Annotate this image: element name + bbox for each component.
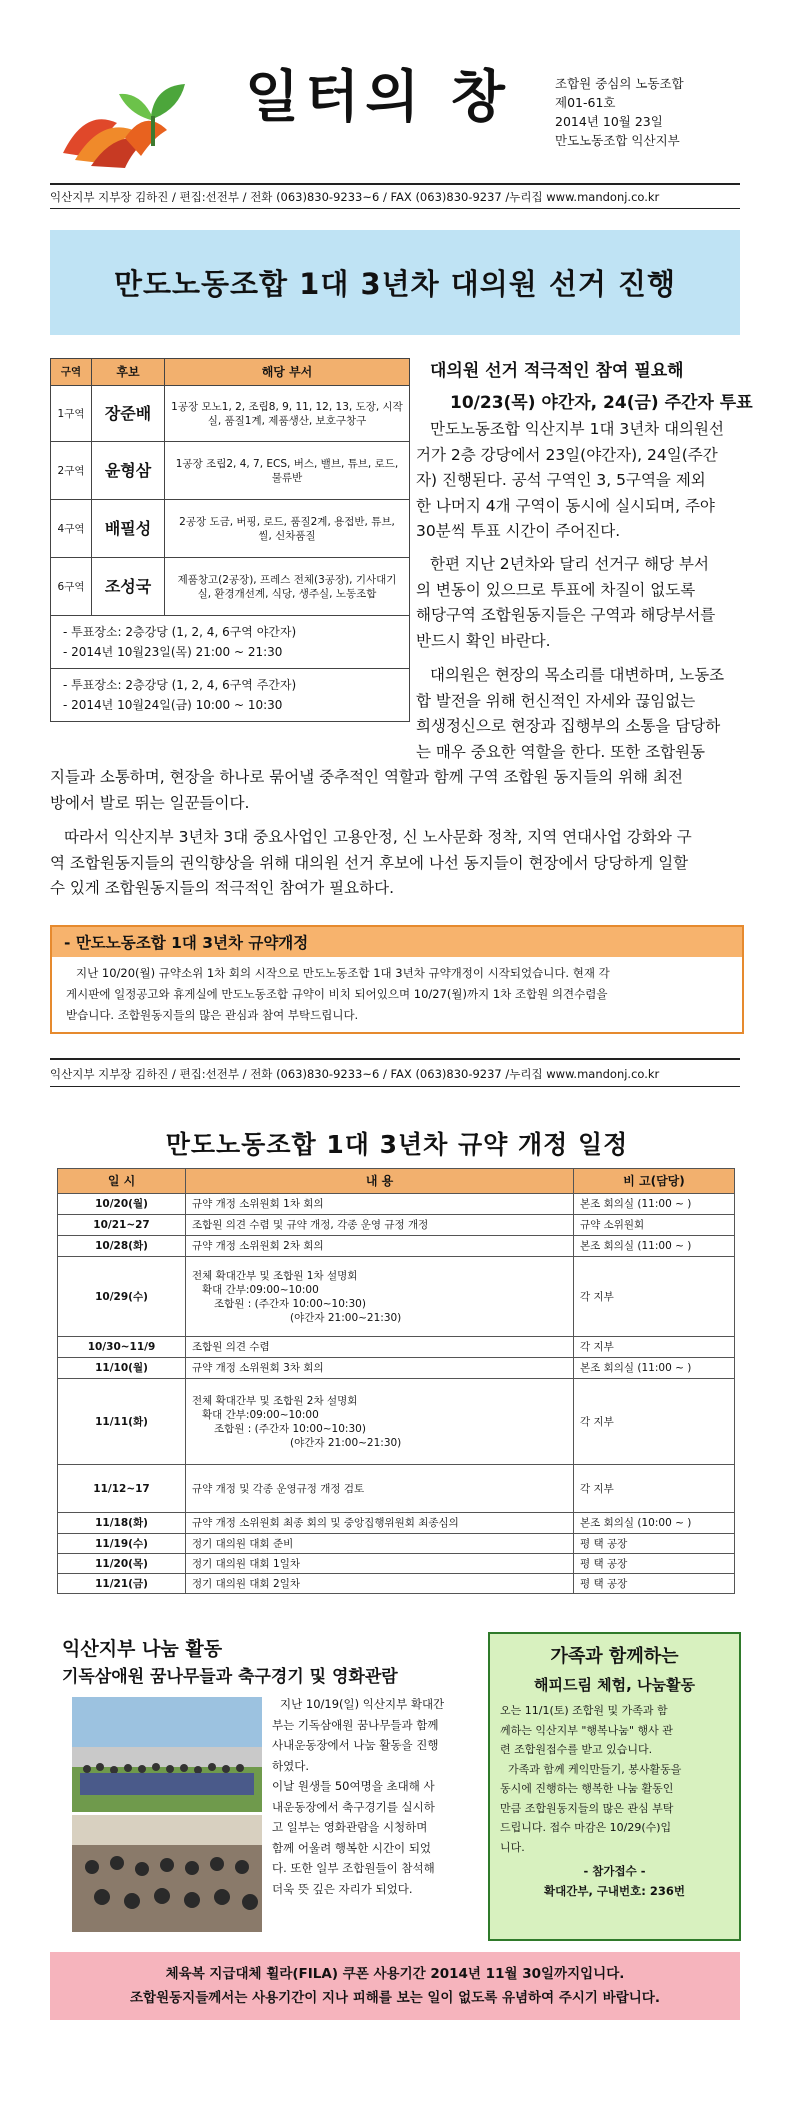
table-header: 비 고(담당) (574, 1169, 735, 1194)
zone-cell: 4구역 (51, 500, 92, 558)
text-line: 역 조합원동지들의 권익향상을 위해 대의원 선거 후보에 나선 동지들이 현장에서 당당하게 일할 (50, 853, 689, 872)
masthead-info-line: 조합원 중심의 노동조합 (555, 76, 684, 91)
date-cell: 11/19(수) (58, 1534, 186, 1554)
dept-list: 제품창고(2공장), 프레스 전체(3공장), 기사대기실, 환경개선계, 식당, 생주실, 노동조합 (165, 558, 410, 616)
text-line: 이날 원생들 50여명을 초대해 사 (272, 1779, 435, 1793)
content-cell (186, 1236, 574, 1257)
text-line: 30분씩 투표 시간이 주어진다. (416, 522, 621, 540)
table-header: 후보 (92, 359, 165, 386)
table-row (58, 1513, 735, 1534)
vote-line: - 2014년 10월23일(목) 21:00 ~ 21:30 (63, 645, 283, 659)
schedule-title: 만도노동조합 1대 3년차 규약 개정 일정 (165, 1130, 629, 1159)
text-line: 게시판에 일정공고와 휴게실에 만도노동조합 규약이 비치 되어있으며 10/27(월)까지 1차 조합원 의견수렴을 (66, 987, 608, 1001)
candidate-name: 윤형삼 (92, 442, 165, 500)
header-rule (50, 183, 740, 185)
text-line: 의 변동이 있으므로 투표에 차질이 없도록 (416, 580, 696, 599)
newsletter-title: 일터의 창 (245, 65, 511, 130)
text-line: 따라서 익산지부 3년차 3대 중요사업인 고용안정, 신 노사문화 정착, 지역 연대사업 강화와 구 (64, 828, 692, 846)
text-line: 하였다. (272, 1758, 309, 1773)
notice-title: - 만도노동조합 1대 3년차 규약개정 (52, 927, 742, 957)
candidate-name: 배필성 (92, 500, 165, 558)
text-line: 련 조합원접수를 받고 있습니다. (500, 1743, 653, 1756)
text-line: 니다. (500, 1840, 525, 1854)
content-line: 조합원 : (주간자 10:00~10:30) (214, 1297, 366, 1310)
text-line: 받습니다. 조합원동지들의 많은 관심과 참여 부탁드립니다. (66, 1008, 359, 1022)
content-line: 정기 대의원 대회 2일차 (192, 1577, 300, 1590)
table-row (58, 1379, 735, 1465)
fila-coupon-notice (50, 1952, 740, 2020)
text-line: 한편 지난 2년차와 달리 선거구 해당 부서 (430, 555, 709, 573)
text-line: 드립니다. 접수 마감은 10/29(수)입 (500, 1821, 672, 1834)
vote-line: - 투표장소: 2층강당 (1, 2, 4, 6구역 야간자) (63, 625, 297, 639)
vote-line: - 투표장소: 2층강당 (1, 2, 4, 6구역 주간자) (63, 678, 297, 692)
table-row (58, 1465, 735, 1513)
family-subtitle: 해피드림 체험, 나눔활동 (533, 1676, 696, 1694)
table-row (51, 616, 410, 669)
notice-body (52, 957, 742, 1032)
union-logo (55, 68, 205, 178)
zone-cell: 6구역 (51, 558, 92, 616)
bylaw-schedule-table (57, 1168, 735, 1594)
table-row (58, 1194, 735, 1215)
content-line: (야간자 21:00~21:30) (290, 1436, 402, 1449)
table-header: 일 시 (58, 1169, 186, 1194)
family-body (490, 1695, 739, 1857)
content-cell (186, 1194, 574, 1215)
date-cell: 10/21~27 (58, 1215, 186, 1236)
contact-line-bottom: 익산지부 지부장 김하진 / 편집:선전부 / 전화 (063)830-9233~6 / FAX (063)830-9237 /누리집 www.mandonj.co.kr (50, 1067, 660, 1081)
contact-line-top: 익산지부 지부장 김하진 / 편집:선전부 / 전화 (063)830-9233~6 / FAX (063)830-9237 /누리집 www.mandonj.co.kr (50, 190, 660, 204)
date-cell: 11/20(목) (58, 1554, 186, 1574)
article-subheading-dates: 10/23(목) 야간자, 24(금) 주간자 투표 (450, 393, 753, 413)
table-row (58, 1574, 735, 1594)
content-line: 조합원 의견 수렴 및 규약 개정, 각종 운영 규정 개정 (192, 1219, 429, 1231)
table-row (51, 558, 410, 616)
content-cell (186, 1257, 574, 1337)
text-line: 자) 진행된다. 공석 구역인 3, 5구역을 제외 (416, 471, 706, 489)
content-line: 정기 대의원 대회 준비 (192, 1537, 294, 1550)
content-cell (186, 1534, 574, 1554)
text-line: 지난 10/20(월) 규약소위 1차 회의 시작으로 만도노동조합 1대 3년차 규약개정이 시작되었습니다. 현재 각 (76, 966, 610, 980)
delegate-candidate-table (50, 358, 410, 722)
content-cell (186, 1379, 574, 1465)
text-line: 가족과 함께 케익만들기, 봉사활동을 (508, 1762, 682, 1776)
content-cell (186, 1465, 574, 1513)
text-line: 부는 기독삼애원 꿈나무들과 함께 (272, 1717, 439, 1732)
content-line: (야간자 21:00~21:30) (290, 1311, 402, 1324)
activity-photos (72, 1697, 262, 1932)
candidate-name: 장준배 (92, 386, 165, 442)
text-line: 방에서 발로 뛰는 일꾼들이다. (50, 793, 250, 812)
text-line: 해당구역 조합원동지들은 구역과 해당부서를 (416, 606, 716, 624)
text-line: 대의원은 현장의 목소리를 대변하며, 노동조 (430, 666, 725, 684)
text-line: 께하는 익산지부 "행복나눔" 행사 관 (500, 1723, 673, 1737)
text-line: 더욱 뜻 깊은 자리가 되었다. (272, 1881, 413, 1896)
text-line: 반드시 확인 바란다. (416, 631, 551, 650)
content-line: 규약 개정 및 각종 운영규정 개정 검토 (192, 1482, 365, 1495)
text-line: 내운동장에서 축구경기를 실시하 (272, 1799, 435, 1814)
content-line: 조합원 의견 수렴 (192, 1341, 270, 1353)
content-cell (186, 1215, 574, 1236)
note-cell: 본조 회의실 (11:00 ~ ) (574, 1236, 735, 1257)
text-line: 다. 또한 일부 조합원들이 참석해 (272, 1861, 435, 1875)
content-cell (186, 1513, 574, 1534)
text-line: 수 있게 조합원동지들의 적극적인 참여가 필요하다. (50, 879, 394, 897)
note-cell: 각 지부 (574, 1465, 735, 1513)
masthead-info-line: 2014년 10월 23일 (555, 114, 663, 129)
note-cell: 본조 회의실 (11:00 ~ ) (574, 1358, 735, 1379)
table-header: 해당 부서 (165, 359, 410, 386)
content-line: 규약 개정 소위원회 2차 회의 (192, 1240, 324, 1252)
date-cell: 10/29(수) (58, 1257, 186, 1337)
date-cell: 11/18(화) (58, 1513, 186, 1534)
article-paragraph-3-cont (50, 765, 740, 816)
content-line: 조합원 : (주간자 10:00~10:30) (214, 1422, 366, 1435)
text-line: 지난 10/19(일) 익산지부 확대간 (280, 1697, 445, 1711)
dept-list: 1공장 모노1, 2, 조립8, 9, 11, 12, 13, 도장, 시작실, 품질1계, 제품생산, 보호구창구 (165, 386, 410, 442)
table-row (58, 1554, 735, 1574)
content-cell (186, 1337, 574, 1358)
note-cell: 각 지부 (574, 1379, 735, 1465)
date-cell: 11/12~17 (58, 1465, 186, 1513)
table-header: 내 용 (186, 1169, 574, 1194)
content-line: 규약 개정 소위원회 1차 회의 (192, 1198, 324, 1210)
content-cell (186, 1554, 574, 1574)
headline-banner (50, 230, 740, 335)
article-paragraph-4 (50, 825, 740, 902)
night-vote-info (51, 616, 410, 669)
date-cell: 11/10(월) (58, 1358, 186, 1379)
vote-line: - 2014년 10월24일(금) 10:00 ~ 10:30 (63, 698, 283, 712)
text-line: 동시에 진행하는 행복한 나눔 활동인 (500, 1782, 674, 1795)
table-row (58, 1236, 735, 1257)
family-event-box (488, 1632, 741, 1941)
table-row (51, 442, 410, 500)
table-row (58, 1337, 735, 1358)
article-paragraph-2 (416, 552, 740, 654)
text-line: 는 매우 중요한 역할을 한다. 또한 조합원동 (416, 742, 706, 761)
note-cell: 규약 소위원회 (574, 1215, 735, 1236)
content-line: 정기 대의원 대회 1일차 (192, 1557, 300, 1570)
table-row (58, 1534, 735, 1554)
content-line: 전체 확대간부 및 조합원 1차 설명회 (192, 1269, 358, 1282)
activity-photo-image (72, 1697, 262, 1932)
dept-list: 1공장 조립2, 4, 7, ECS, 버스, 밸브, 튜브, 로드, 물류반 (165, 442, 410, 500)
table-row (58, 1358, 735, 1379)
note-cell: 본조 회의실 (10:00 ~ ) (574, 1513, 735, 1534)
content-line: 규약 개정 소위원회 최종 회의 및 중앙집행위원회 최종심의 (192, 1517, 459, 1529)
text-line: 만큼 조합원동지들의 많은 관심 부탁 (500, 1801, 674, 1815)
article-paragraph-1 (416, 417, 740, 545)
article-paragraph-3 (416, 663, 740, 765)
fila-line: 조합원동지들께서는 사용기간이 지나 피해를 보는 일이 없도록 유념하여 주시기 바랍니다. (130, 1990, 660, 2006)
date-cell: 11/21(금) (58, 1574, 186, 1594)
article-subheading: 대의원 선거 적극적인 참여 필요해 (430, 361, 684, 381)
note-cell: 평 택 공장 (574, 1574, 735, 1594)
section-rule (50, 1058, 740, 1060)
contact-info: 확대간부, 구내번호: 236번 (544, 1884, 685, 1898)
zone-cell: 1구역 (51, 386, 92, 442)
date-cell: 10/28(화) (58, 1236, 186, 1257)
masthead-info (555, 74, 684, 150)
masthead-info-line: 만도노동조합 익산지부 (555, 133, 680, 148)
sharing-body (272, 1694, 478, 1899)
day-vote-info (51, 669, 410, 722)
sharing-title: 익산지부 나눔 활동 (62, 1638, 223, 1660)
text-line: 한 나머지 4개 구역이 동시에 실시되며, 주야 (416, 496, 715, 515)
dept-list: 2공장 도금, 버핑, 로드, 품질2계, 용접반, 튜브, 씰, 신차품질 (165, 500, 410, 558)
bylaw-revision-notice (50, 925, 744, 1034)
note-cell: 각 지부 (574, 1337, 735, 1358)
table-header: 구역 (51, 359, 92, 386)
content-line: 규약 개정 소위원회 3차 회의 (192, 1362, 324, 1374)
fila-line: 체육복 지급대체 휠라(FILA) 쿠폰 사용기간 2014년 11월 30일까지입니다. (165, 1966, 625, 1982)
note-cell: 평 택 공장 (574, 1554, 735, 1574)
note-cell: 평 택 공장 (574, 1534, 735, 1554)
table-row (58, 1257, 735, 1337)
sharing-subtitle: 기독삼애원 꿈나무들과 축구경기 및 영화관람 (62, 1667, 398, 1687)
zone-cell: 2구역 (51, 442, 92, 500)
content-line: 확대 간부:09:00~10:00 (202, 1283, 319, 1296)
text-line: 오는 11/1(토) 조합원 및 가족과 함 (500, 1704, 668, 1717)
text-line: 희생정신으로 현장과 집행부의 소통을 담당하 (416, 717, 721, 735)
family-title: 가족과 함께하는 (550, 1646, 679, 1667)
text-line: 거가 2층 강당에서 23일(야간자), 24일(주간 (416, 445, 718, 464)
content-cell (186, 1574, 574, 1594)
content-line: 확대 간부:09:00~10:00 (202, 1408, 319, 1421)
contact-heading: - 참가접수 - (583, 1864, 646, 1878)
candidate-name: 조성국 (92, 558, 165, 616)
text-line: 고 일부는 영화관람을 시청하며 (272, 1820, 428, 1834)
date-cell: 10/20(월) (58, 1194, 186, 1215)
content-cell (186, 1358, 574, 1379)
table-row (51, 669, 410, 722)
text-line: 만도노동조합 익산지부 1대 3년차 대의원선 (430, 420, 724, 438)
text-line: 합 발전을 위해 헌신적인 자세와 끊임없는 (416, 691, 696, 710)
table-row (51, 500, 410, 558)
table-row (58, 1215, 735, 1236)
text-line: 사내운동장에서 나눔 활동을 진행 (272, 1738, 439, 1752)
masthead-info-line: 제01-61호 (555, 95, 616, 110)
table-row (51, 386, 410, 442)
text-line: 지들과 소통하며, 현장을 하나로 묶어낼 중추적인 역할과 함께 구역 조합원 동지들의 위해 최전 (50, 768, 684, 786)
note-cell: 본조 회의실 (11:00 ~ ) (574, 1194, 735, 1215)
content-line: 전체 확대간부 및 조합원 2차 설명회 (192, 1394, 358, 1407)
date-cell: 11/11(화) (58, 1379, 186, 1465)
date-cell: 10/30~11/9 (58, 1337, 186, 1358)
headline-text: 만도노동조합 1대 3년차 대의원 선거 진행 (113, 267, 677, 301)
header-rule-thin (50, 208, 740, 209)
section-rule-thin (50, 1086, 740, 1087)
text-line: 함께 어울려 행복한 시간이 되었 (272, 1840, 432, 1855)
note-cell: 각 지부 (574, 1257, 735, 1337)
